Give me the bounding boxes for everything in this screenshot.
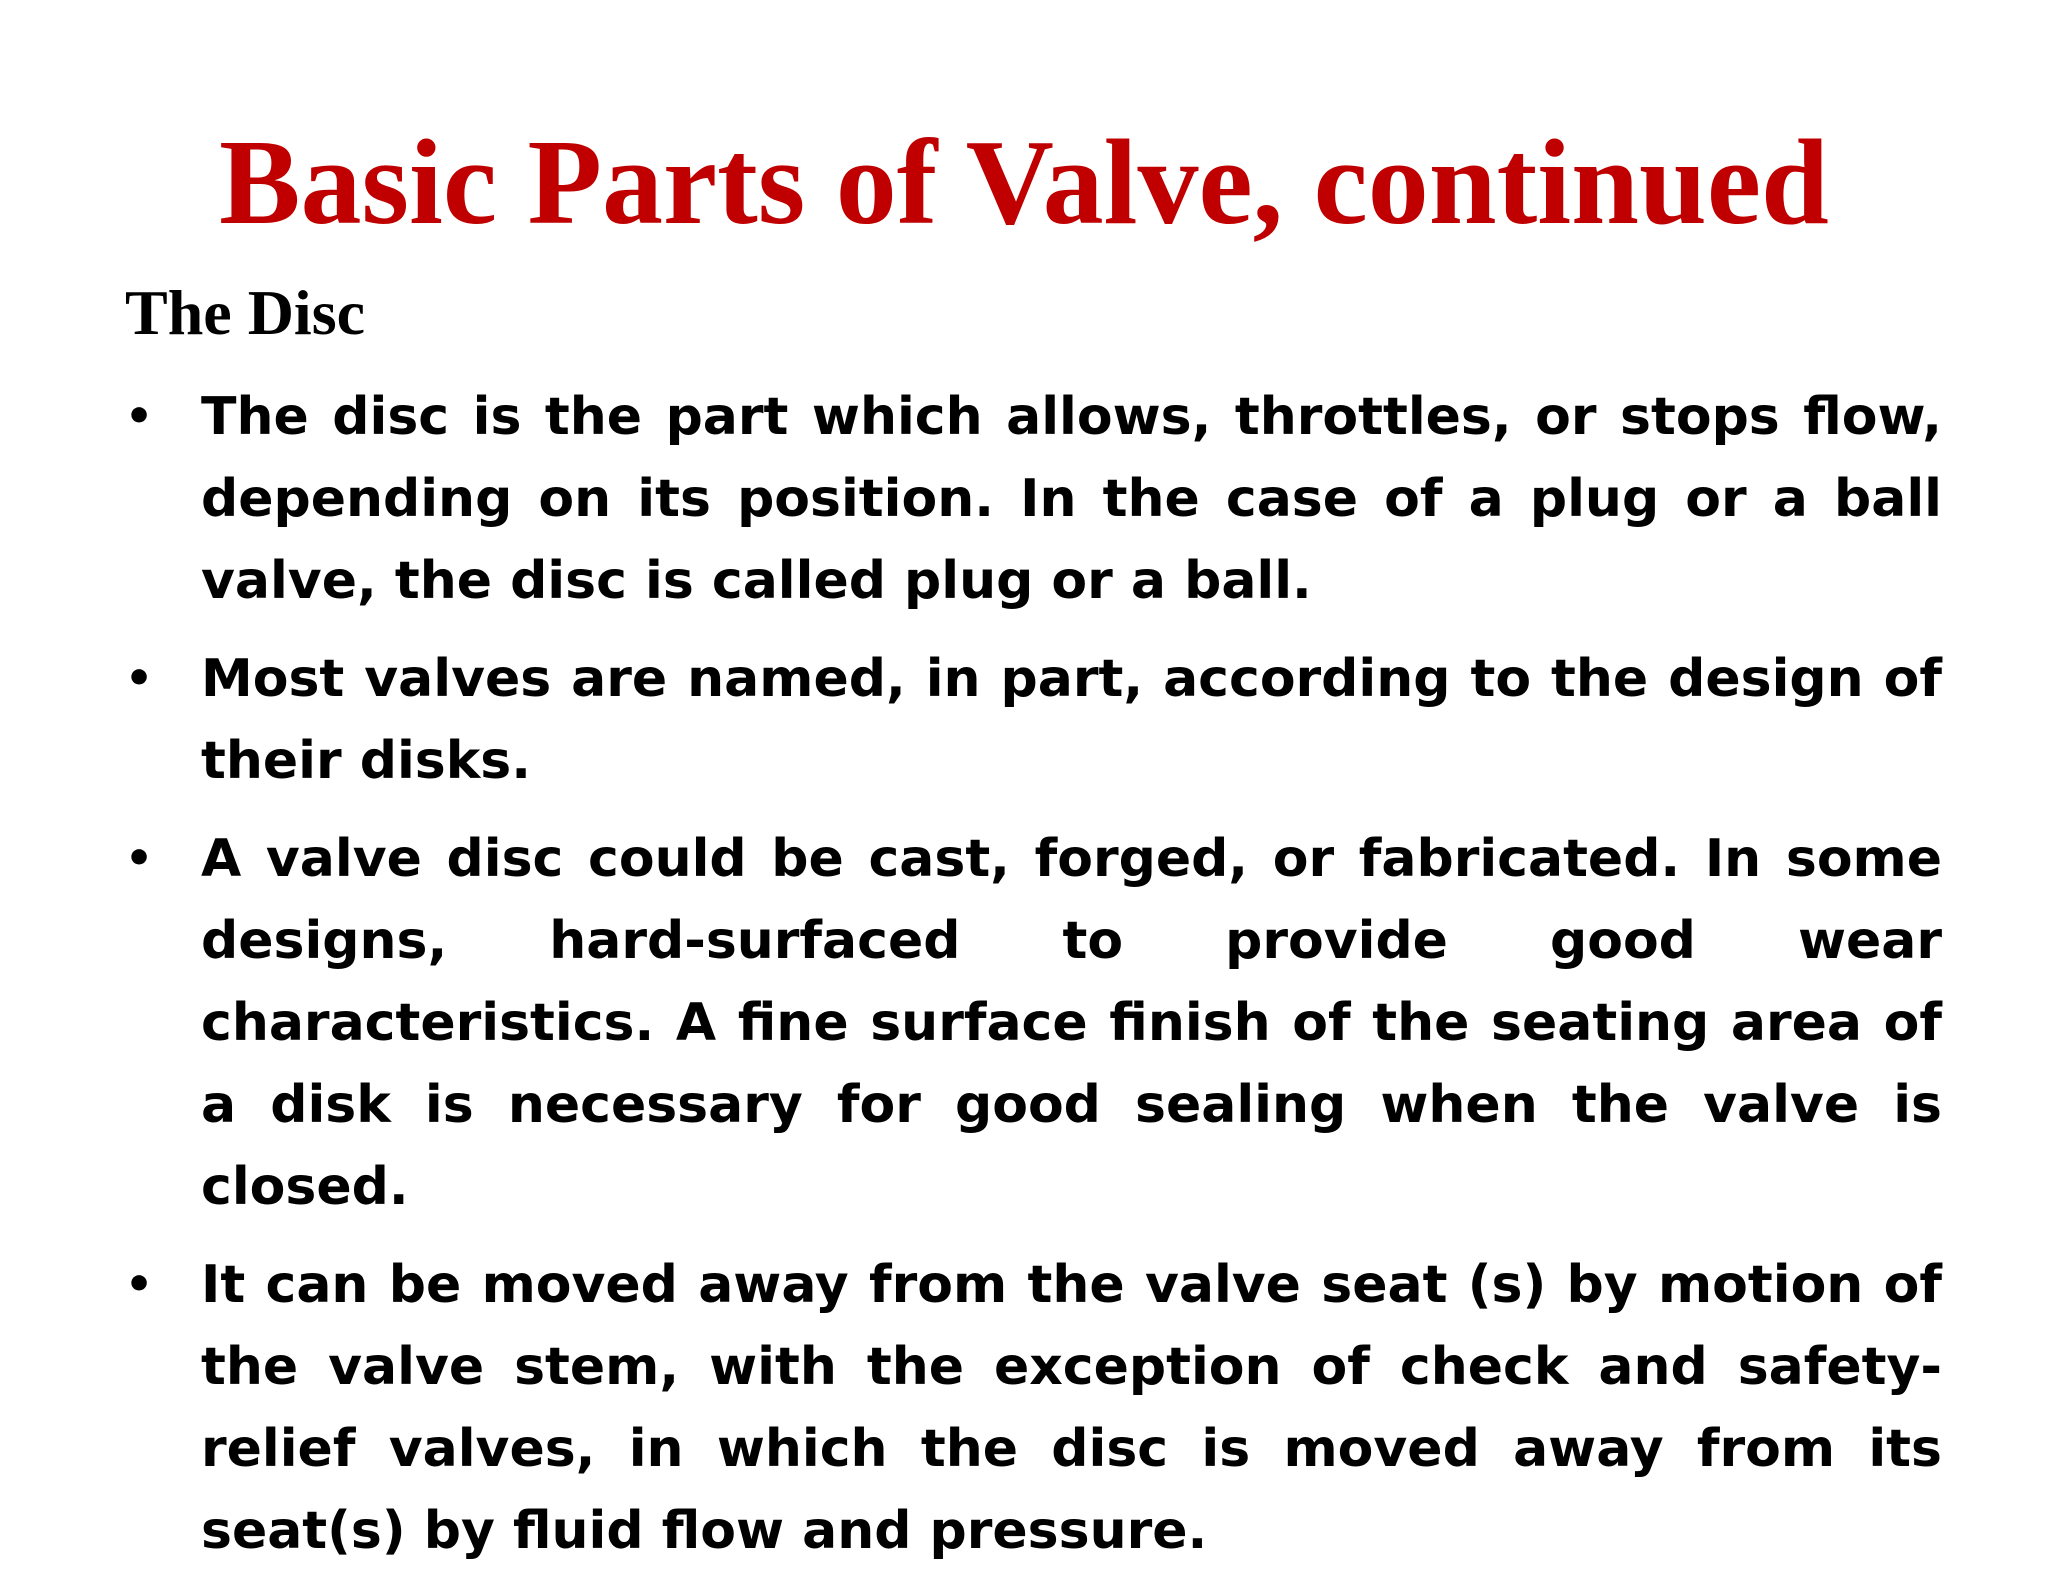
section-heading: The Disc	[125, 277, 365, 348]
bullet-text: Most valves are named, in part, according to the design of their disks.	[201, 649, 1942, 791]
bullet-item	[125, 1244, 1942, 1572]
bullet-icon: •	[125, 391, 154, 442]
slide-title: Basic Parts of Valve, continued	[219, 115, 1829, 250]
bullet-item	[125, 818, 1942, 1228]
bullet-text: It can be moved away from the valve seat (s) by motion of the valve stem, with the exception of check and safety-relief valves, in which the disc is moved away from its seat(s) by fluid flow and pressure.	[201, 1255, 1942, 1561]
bullet-icon: •	[125, 833, 154, 884]
bullet-icon: •	[125, 653, 154, 704]
bullet-list	[125, 376, 1942, 1588]
bullet-text: A valve disc could be cast, forged, or fabricated. In some designs, hard-surfaced to provide good wear characteristics. A fine surface finish of the seating area of a disk is necessary for good sealing when the valve is closed.	[201, 829, 1942, 1217]
bullet-item	[125, 376, 1942, 622]
bullet-item	[125, 638, 1942, 802]
bullet-text: The disc is the part which allows, throttles, or stops flow, depending on its position. In the case of a plug or a ball valve, the disc is called plug or a ball.	[201, 387, 1942, 611]
bullet-icon: •	[125, 1259, 154, 1310]
